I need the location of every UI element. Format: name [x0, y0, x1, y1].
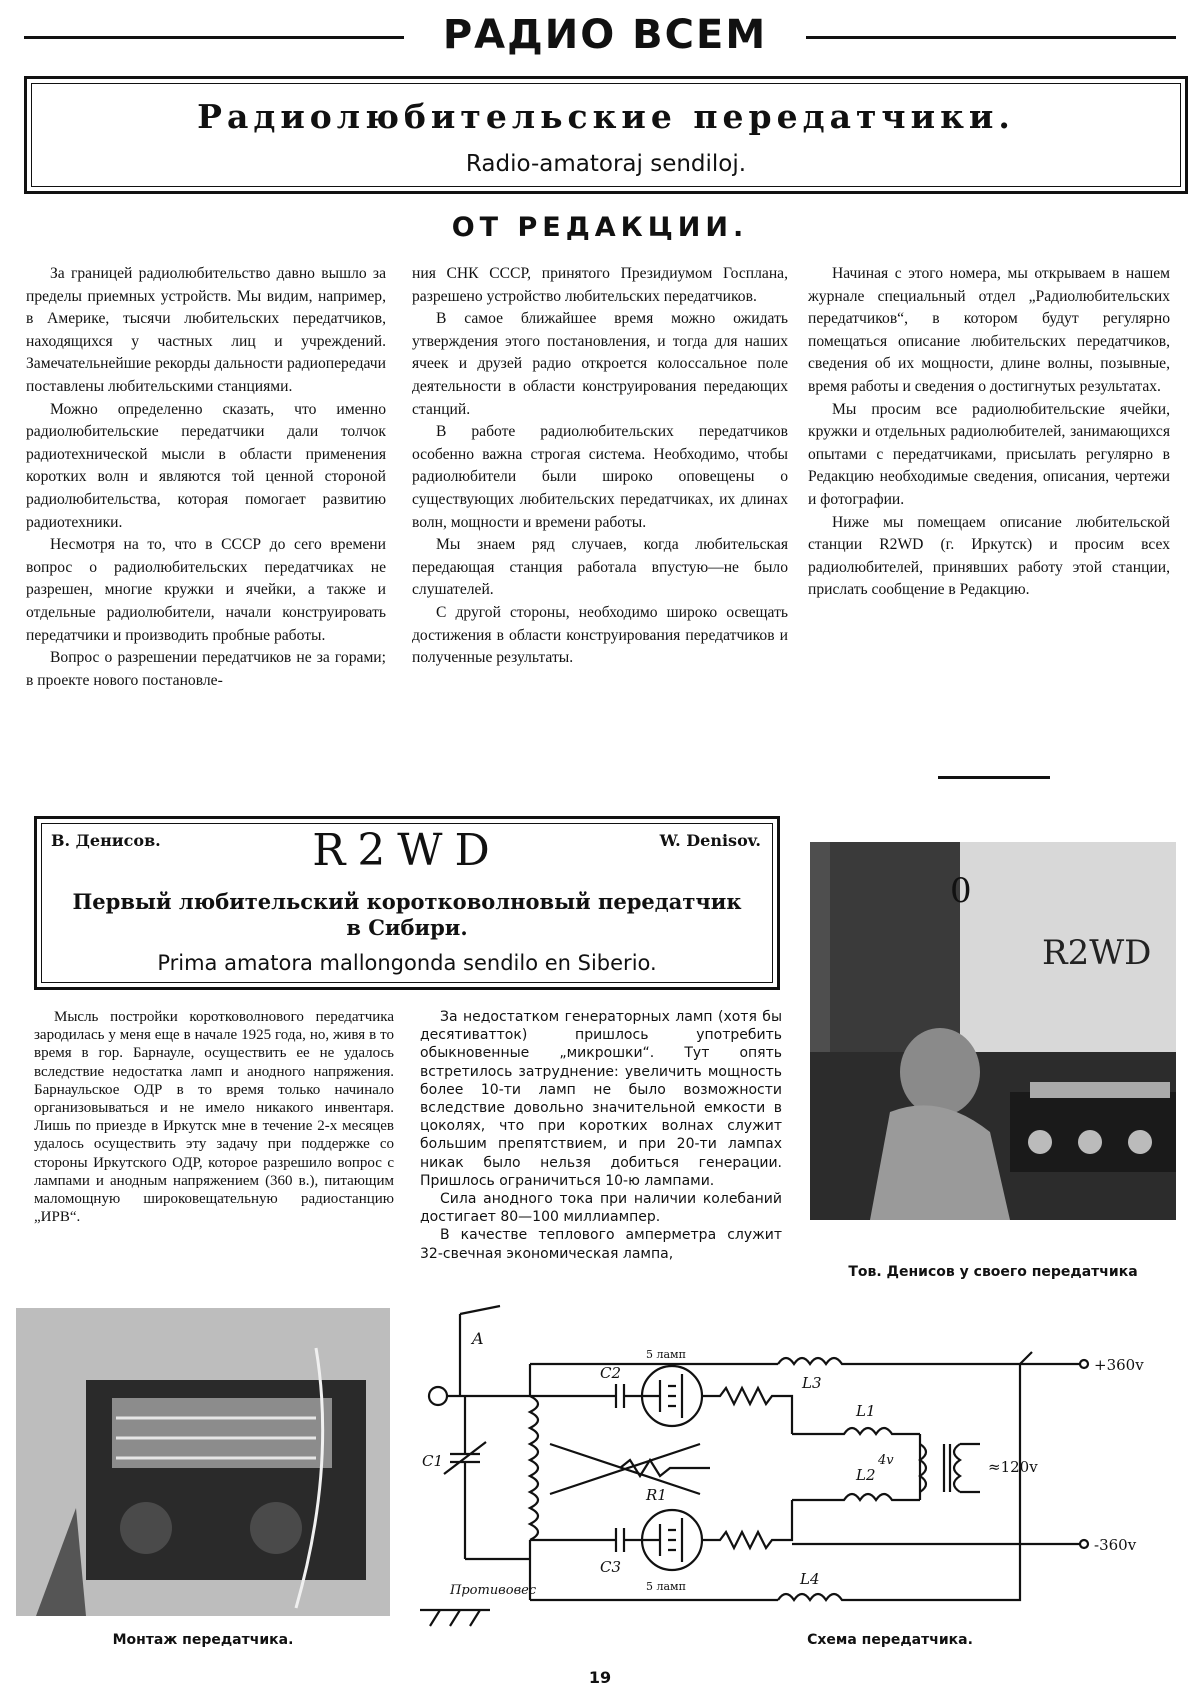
editorial-paragraph: Начиная с этого номера, мы открываем в нашем журнале специальный отдел „Радиолюбительских передатчиков“, в котором будут регулярно помещаться описание любительских передатчиков, сведения об их мощности, длине волны, позывные, время работы и сведения о достигнутых результатах. [808, 265, 1170, 395]
label-minus-360: -360v [1094, 1536, 1137, 1554]
plate-choke-bottom-icon [702, 1500, 792, 1548]
editorial-paragraph: С другой стороны, необходимо широко освещать достижения в области конструирования передатчиков и полученные результаты. [412, 603, 788, 667]
section-subtitle: Radio-amatoraj sendiloj. [465, 151, 747, 177]
label-r1: R1 [646, 1486, 667, 1504]
transmitter-schematic [420, 1304, 1190, 1644]
inductor-l2-icon [792, 1494, 920, 1500]
inductor-l1-icon [792, 1428, 920, 1434]
editorial-column-2 [412, 263, 788, 670]
operator-photo-caption: Тов. Денисов у своего передатчика [848, 1264, 1138, 1280]
inductor-l4-icon [778, 1364, 1020, 1600]
ammeter-lamp-icon [429, 1387, 447, 1405]
inductor-l3-icon [778, 1358, 1040, 1364]
transformer-icon [920, 1444, 980, 1492]
plate-choke-top-icon [702, 1388, 792, 1434]
article-paragraph: Сила анодного тока при наличии колебаний достигает 80—100 миллиампер. [420, 1191, 782, 1226]
antenna-icon [460, 1306, 500, 1396]
masthead-title: РАДИО ВСЕМ [442, 12, 768, 58]
operator-photo-drawing [810, 842, 1176, 1220]
editorial-column-1 [26, 263, 386, 692]
editorial-paragraph: Мы знаем ряд случаев, когда любительская передающая станция работала впустую—не было слушателей. [412, 536, 788, 599]
article-title-line-2: в Сибири. [346, 915, 468, 940]
label-l3: L3 [802, 1374, 822, 1392]
article-callsign: R2WD [312, 825, 502, 876]
editorial-end-rule [938, 776, 1050, 779]
label-l1: L1 [856, 1402, 876, 1420]
article-column-2 [420, 1008, 782, 1263]
editorial-paragraph: Можно определенно сказать, что именно радиолюбительские передатчики дали толчок радиотехнической мысли в области применения коротких волн и являются той ценной стороной радиолюбительства, которая помогает развитию радиотехники. [26, 400, 386, 531]
label-plus-360: +360v [1094, 1356, 1144, 1374]
label-l4: L4 [800, 1570, 820, 1588]
article-paragraph: За недостатком генераторных ламп (хотя бы десятиватток) пришлось употребить обыкновенные „микрошки“. Тут опять встретилось затруднение: увеличить мощность более 10-ти ламп не было возможности вследствие довольно значительной емкости в цоколях, что при коротких волнах служит большим препятствием, и при 20-ти лампах никак было нельзя добиться генерации. Пришлось ограничиться 10-ю лампами. [420, 1009, 782, 1189]
section-header-box [24, 76, 1188, 194]
resistor-r1-icon [620, 1460, 710, 1476]
editorial-paragraph: ния СНК СССР, принятого Президиумом Госплана, разрешено устройство любительских передатчиков. [412, 265, 788, 305]
page-number: 19 [588, 1668, 612, 1687]
editorial-paragraph: Мы просим все радиолюбительские ячейки, кружки и отдельных радиолюбителей, занимающихся опытами с передатчиками, присылать регулярно в Редакцию необходимые сведения, описания, чертежи и фотографии. [808, 400, 1170, 508]
section-title: Радиолюбительские передатчики. [197, 97, 1015, 136]
label-counterpoise: Противовес [450, 1583, 537, 1598]
masthead-rule-right [806, 36, 1176, 39]
tank-coil-icon [530, 1396, 538, 1540]
article-paragraph: В качестве теплового амперметра служит 32-свечная экономическая лампа, [420, 1227, 782, 1262]
assembly-photo-caption: Монтаж передатчика. [112, 1632, 294, 1648]
operator-photo [810, 842, 1176, 1220]
article-author-eo: W. Denisov. [659, 831, 761, 850]
label-l2: L2 [856, 1466, 876, 1484]
article-column-1 [34, 1008, 394, 1226]
editorial-paragraph: За границей радиолюбительство давно вышло за пределы приемных устройств. Мы видим, например, в Америке, тысячи любительских передатчиков, находящихся у частных лиц и учреждений. Замечательнейшие рекорды дальности радиопередачи поставлены любительскими станциями. [26, 265, 386, 395]
assembly-photo [16, 1308, 390, 1616]
label-4v: 4v [878, 1453, 894, 1468]
editorial-paragraph: Вопрос о разрешении передатчиков не за горами; в проекте нового постановле- [26, 649, 386, 689]
article-subtitle-eo: Prima amatora mallongonda sendilo en Siberio. [157, 951, 657, 975]
article-header-box [34, 816, 780, 990]
label-c1: C1 [422, 1452, 444, 1470]
editorial-heading: ОТ РЕДАКЦИИ. [451, 212, 749, 243]
counterpoise-icon [420, 1610, 490, 1626]
article-paragraph: Мысль постройки коротковолнового передатчика зародилась у меня еще в начале 1925 года, но, живя в то время в гор. Барнауле, осуществить ее не удалось вследствие недостатка ламп и анодного напряжения. Барнаульское ОДР в то время только начинало организовываться и не имело никакого инвентаря. Лишь по приезде в Иркутск мне в течение 2-х месяцев удалось осуществить эту задачу при поддержке со стороны Иркутского ОДР, которое разрешило вопрос с лампами и анодным напряжением (360 в.), питающим маломощную широковещательную радиостанцию „ИРВ“. [34, 1009, 394, 1226]
editorial-paragraph: В самое ближайшее время можно ожидать утверждения этого постановления, и тогда для наших ячеек и друзей радио откроется колоссальное поле деятельности в области конструирования передающих станций. [412, 310, 788, 418]
label-lamp-top: 5 ламп [646, 1348, 686, 1361]
label-c3: C3 [600, 1558, 622, 1576]
capacitor-c2-icon [530, 1384, 660, 1408]
label-antenna: A [472, 1329, 484, 1348]
capacitor-c3-icon [530, 1528, 660, 1552]
label-c2: C2 [600, 1364, 622, 1382]
masthead-rule-left [24, 36, 404, 39]
schematic-caption: Схема передатчика. [807, 1632, 973, 1648]
editorial-column-3 [808, 263, 1170, 602]
editorial-paragraph: В работе радиолюбительских передатчиков особенно важна строгая система. Необходимо, чтобы радиолюбители были широко оповещены о существующих любительских передатчиках, их длинах волн, мощности и времени работы. [412, 423, 788, 531]
article-title-line-1: Первый любительский коротковолновый передатчик [72, 889, 742, 914]
article-author-ru: В. Денисов. [51, 831, 161, 850]
label-lamp-bottom: 5 ламп [646, 1580, 686, 1593]
variable-capacitor-c1-icon [444, 1396, 486, 1559]
operator-wall-sign: R2WD [1042, 933, 1152, 973]
assembly-photo-drawing [16, 1308, 390, 1616]
operator-wall-mark: 0 [950, 871, 972, 911]
editorial-paragraph: Ниже мы помещаем описание любительской станции R2WD (г. Иркутск) и просим всех радиолюбителей, принявших работу этой станции, прислать сообщение в Редакцию. [808, 513, 1170, 599]
label-ac-120: ≈120v [988, 1458, 1038, 1476]
editorial-paragraph: Несмотря на то, что в СССР до сего времени вопрос о радиолюбительских передатчиках не разрешен, многие кружки и ячейки, а также и отдельные радиолюбители, начали конструировать передатчики и производить пробные работы. [26, 536, 386, 644]
schematic-drawing [420, 1304, 1190, 1644]
